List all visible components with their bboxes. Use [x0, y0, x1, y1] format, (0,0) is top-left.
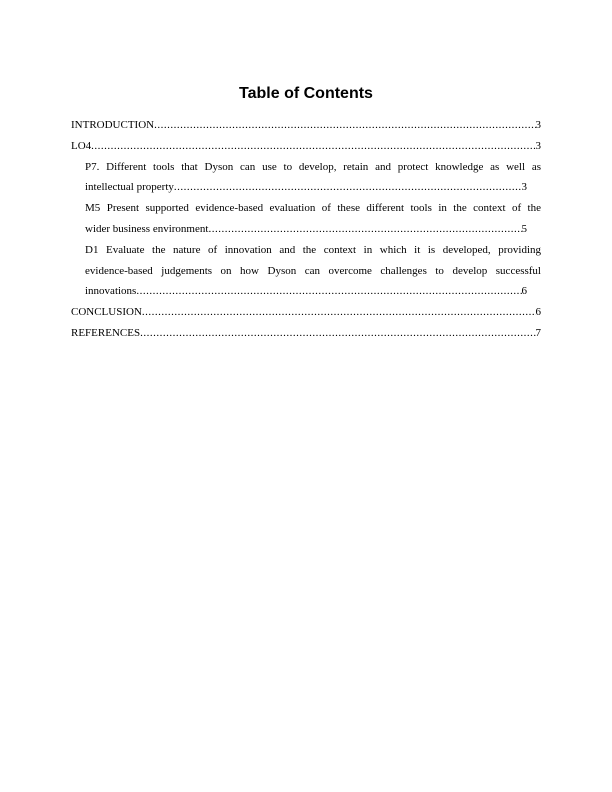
toc-entry-line: D1 Evaluate the nature of innovation and the context in which it is developed, providing	[85, 243, 541, 256]
toc-entry-label: CONCLUSION	[71, 306, 142, 319]
toc-page-number: 3	[535, 139, 541, 152]
toc-entry-label: wider business environment	[85, 222, 209, 235]
toc-entry-m5[interactable]	[71, 198, 541, 240]
table-of-contents	[71, 115, 541, 344]
toc-entry-label: INTRODUCTION	[71, 119, 155, 131]
toc-entry-references[interactable]	[71, 323, 541, 344]
toc-entry-label: intellectual property	[85, 181, 174, 194]
dot-leader	[136, 281, 521, 302]
toc-entry-label: LO4	[71, 139, 92, 152]
toc-entry-introduction[interactable]	[71, 115, 541, 136]
dot-leader	[91, 136, 535, 157]
toc-entry-line: P7. Different tools that Dyson can use to develop, retain and protect knowledge as well as	[85, 160, 541, 173]
toc-entry-label: innovations	[85, 285, 137, 298]
toc-page-number: 6	[535, 306, 541, 319]
dot-leader	[208, 219, 521, 240]
toc-entry-line: evidence-based judgements on how Dyson can overcome challenges to develop successful	[85, 264, 541, 277]
toc-page-number: 3	[535, 119, 541, 131]
toc-entry-lo4[interactable]	[71, 136, 541, 157]
toc-page-number: 5	[521, 222, 527, 235]
toc-entry-label: REFERENCES	[71, 326, 141, 339]
toc-entry-p7[interactable]	[71, 157, 541, 199]
dot-leader	[154, 115, 535, 136]
toc-entry-conclusion[interactable]	[71, 302, 541, 323]
dot-leader	[140, 323, 535, 344]
dot-leader	[142, 302, 536, 323]
dot-leader	[174, 177, 522, 198]
toc-page-number: 3	[521, 181, 527, 194]
toc-entry-d1[interactable]	[71, 240, 541, 302]
toc-entry-line: M5 Present supported evidence-based evaluation of these different tools in the context of the	[85, 202, 541, 215]
toc-title: Table of Contents	[239, 85, 373, 102]
toc-page-number: 7	[535, 326, 541, 339]
toc-page-number: 6	[521, 285, 527, 298]
